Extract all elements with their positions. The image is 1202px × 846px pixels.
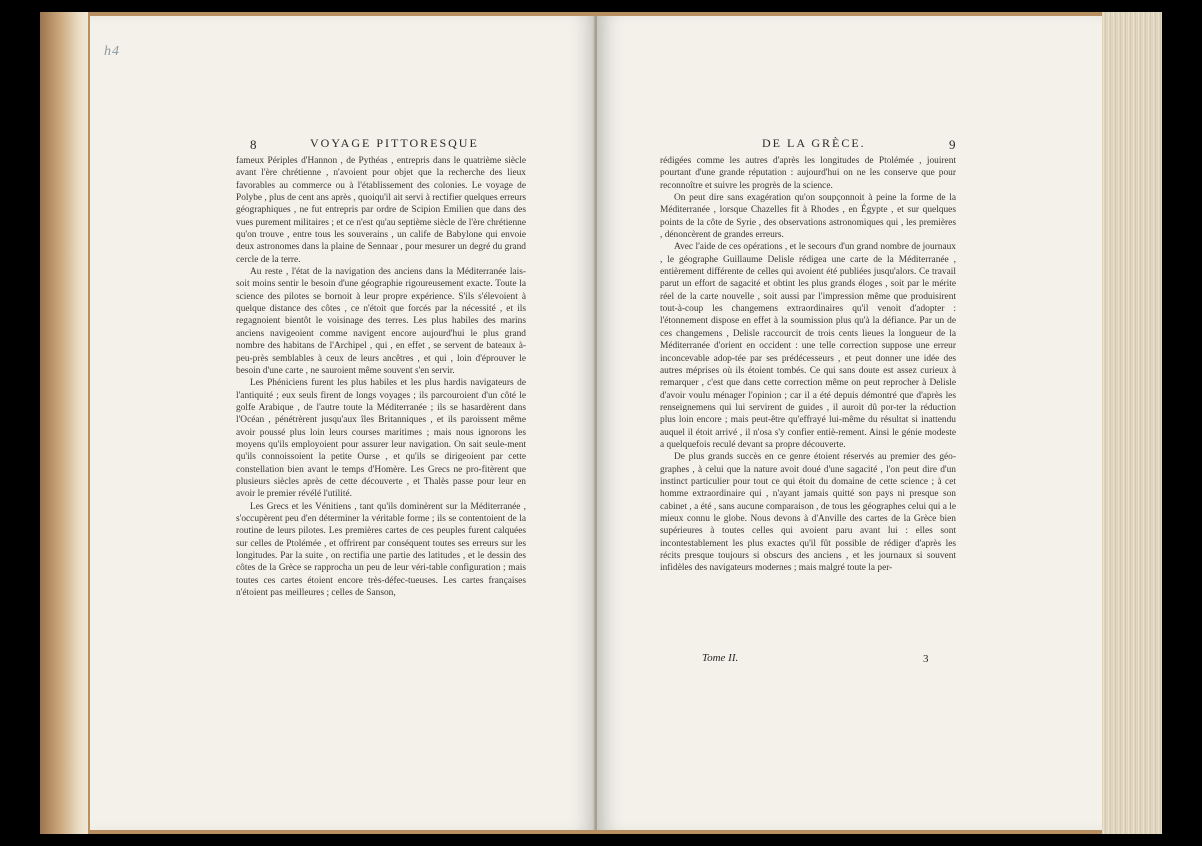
right-running-head: DE LA GRÈCE. — [762, 136, 866, 150]
left-page — [90, 16, 595, 830]
volume-footer: Tome II. — [702, 652, 739, 664]
paragraph: rédigées comme les autres d'après les longitudes de Ptolémée , jouirent pourtant d'une grande réputation : aujourd'hui on ne les conserve que pour reconnoître et suivre les progrès de la science. — [660, 156, 956, 191]
left-page-edges — [40, 12, 88, 834]
signature-mark: 3 — [923, 653, 929, 665]
paragraph: Au reste , l'état de la navigation des anciens dans la Méditerranée lais-soit moins sentir le besoin d'une géographie rigoureusement exacte. Toute la science des pilotes se bornoit à leur propre expérience. S'ils s'élevoient à quelque distance des côtes , ce n'étoit que forcés par la nécessité , et ils regagnoient bientôt le voisinage des terres. Les plus habiles des marins anciens navigeoient comme navigent encore aujourd'hui le plus grand nombre des habitans de l'Archipel , qui , en effet , se servent de bateaux à-peu-près semblables à ceux de leurs ancêtres , et qui , loin d'éprouver le besoin d'une carte , ne sauroient même souvent s'en servir. — [236, 267, 526, 376]
left-page-number: 8 — [250, 137, 257, 152]
margin-annotation: h4 — [104, 44, 120, 59]
right-body-text — [660, 155, 956, 575]
paragraph: On peut dire sans exagération qu'on soupçonnoit à peine la forme de la Méditerranée , lorsque Chazelles fit à Rhodes , en Égypte , et sur quelques points de la côte de Syrie , des observations astronomiques qui , les premières , dénoncèrent de grandes erreurs. — [660, 193, 956, 241]
paragraph: Les Phéniciens furent les plus habiles et les plus hardis navigateurs de l'antiquité ; eux seuls firent de longs voyages ; ils parcouroient d'un côté le golfe Arabique , de l'autre toute la Méditerranée ; ils se hasardèrent dans l'Océan , pénétrèrent jusqu'aux îles Britanniques , et ils paroissent même avoir poussé plus loin leurs courses maritimes ; mais nous ignorons les moyens qu'ils employoient pour assurer leur navigation. On sait seule-ment qu'ils connoissoient la petite Ourse , et qu'ils se dirigeoient par cette constellation bien avant le temps d'Homère. Les Grecs ne pro-fitèrent que plusieurs siècles après de cette découverte , et Thalès passe pour leur en avoir le premier révélé l'utilité. — [236, 378, 526, 500]
paragraph: Les Grecs et les Vénitiens , tant qu'ils dominèrent sur la Méditerranée , s'occupèrent peu d'en déterminer la véritable forme ; ils se contentoient de la routine de leurs pilotes. Les premières cartes de ces peuples furent calquées sur celles de Ptolémée , et offrirent par conséquent toutes ses erreurs sur les longitudes. Par la suite , on rectifia une partie des latitudes , et le dessin des côtes de la Grèce se rapprocha un peu de leur véri-table configuration ; mais toutes ces cartes étoient encore très-défec-tueuses. Les cartes françaises n'étoient pas meilleures ; celles de Sanson, — [236, 501, 526, 599]
paragraph: Avec l'aide de ces opérations , et le secours d'un grand nombre de journaux , le géographe Guillaume Delisle rédigea une carte de la Méditerranée , entièrement différente de celles qui avoient été publiées jusqu'alors. Ce travail parut un effort de sagacité et obtint les plus grands éloges , soit par le mérite réel de la carte nouvelle , soit aussi par l'impression même que produisirent tout-à-coup les changemens extraordinaires qu'il venoit d'adopter : l'étonnement dispose en effet à la soumission plus qu'à la défiance. Par un de ces changemens , Delisle raccourcit de trois cents lieues la longueur de la Méditerranée d'orient en occident : une telle correction suppose une erreur inconcevable adop-tée par ses prédécesseurs , et peut donner une idée des autres méprises où ils étoient tombés. Ce qui sans doute est assez curieux à remarquer , c'est que dans cette correction même on peut reprocher à Delisle d'avoir voulu ménager l'opinion ; car il a été depuis démontré que d'après les renseignemens qui lui servirent de guides , il auroit dû por-ter la réduction plus loin encore ; mais peut-être qu'effrayé lui-même du résultat si inattendu auquel il étoit arrivé , il n'osa s'y confier entiè-rement. Ainsi le génie modeste a quelquefois reculé devant sa propre découverte. — [660, 242, 956, 450]
left-body-text — [236, 155, 526, 599]
right-page — [597, 16, 1102, 830]
right-page-number: 9 — [949, 137, 956, 152]
paragraph: fameux Périples d'Hannon , de Pythéas , entrepris dans le quatrième siècle avant l'ère chrétienne , n'avoient pour objet que la recherche des lieux favorables au commerce ou à l'établissement des colonies. Le voyage de Polybe , plus de cent ans après , quoiqu'il ait servi à rectifier quelques erreurs géographiques , ne fut entrepris par ordre de Scipion Emilien que dans des vues purement militaires ; et ce n'est qu'au septième siècle de l'ère chrétienne qu'on trouve , entre tous les souverains , un calife de Babylone qui envoie deux astronomes dans la plaine de Sennaar , pour mesurer un degré du grand cercle de la terre. — [236, 156, 526, 265]
right-page-edges — [1102, 12, 1162, 834]
paragraph: De plus grands succès en ce genre étoient réservés au premier des géo-graphes , à celui que la nature avoit doué d'une sagacité , l'on peut dire d'un instinct particulier pour tout ce qui étoit du domaine de cette science ; à cet homme extraordinaire qui , n'ayant jamais quitté son pays ni presque son cabinet , a été , sans aucune comparaison , de tous les géographes celui qui a le mieux connu le globe. Nous devons à d'Anville des cartes de la Grèce bien supérieures à toutes celles qui avoient paru avant lui : elles sont incontestablement les plus exactes qu'il fût possible de rédiger d'après les récits presque toujours si obscurs des anciens , et les journaux si souvent infidèles des navigateurs modernes ; mais malgré toute la per- — [660, 452, 956, 574]
open-book — [40, 12, 1162, 834]
left-running-head: VOYAGE PITTORESQUE — [310, 136, 479, 150]
